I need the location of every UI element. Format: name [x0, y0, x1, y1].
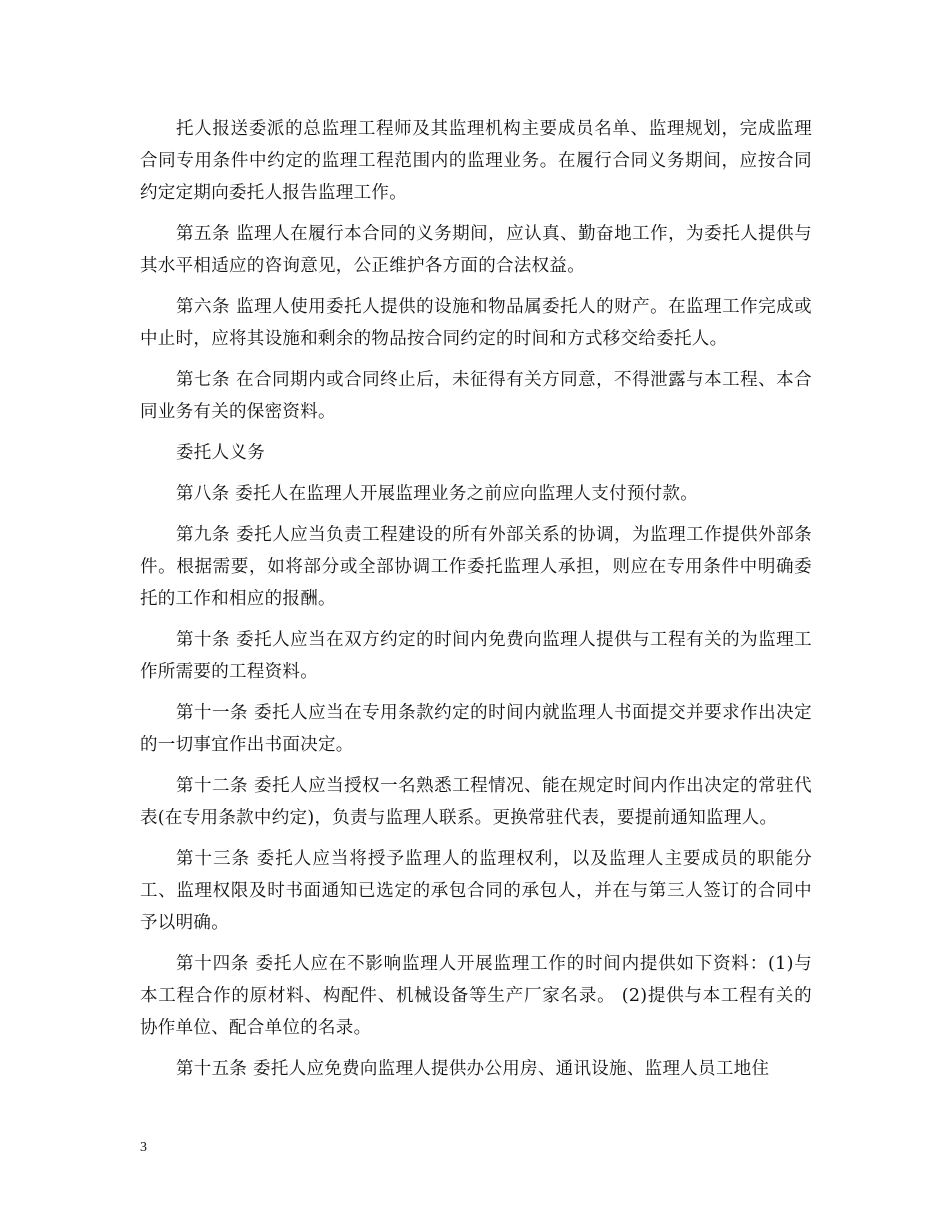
paragraph-article-7: 第七条 在合同期内或合同终止后，未征得有关方同意，不得泄露与本工程、本合同业务有关的保密资料。 [140, 370, 812, 422]
page-number: 3 [140, 1140, 147, 1155]
paragraph-article-8: 第八条 委托人在监理人开展监理业务之前应向监理人支付预付款。 [176, 484, 699, 504]
document-body [140, 113, 812, 1085]
paragraph-article-10: 第十条 委托人应当在双方约定的时间内免费向监理人提供与工程有关的为监理工作所需要的工程资料。 [140, 630, 812, 682]
paragraph-article-13: 第十三条 委托人应当将授予监理人的监理权利，以及监理人主要成员的职能分工、监理权限及时书面通知已选定的承包合同的承包人，并在与第三人签订的合同中予以明确。 [140, 849, 812, 933]
paragraph-article-6: 第六条 监理人使用委托人提供的设施和物品属委托人的财产。在监理工作完成或中止时，应将其设施和剩余的物品按合同约定的时间和方式移交给委托人。 [140, 297, 812, 349]
paragraph-article-9: 第九条 委托人应当负责工程建设的所有外部关系的协调，为监理工作提供外部条件。根据需要，如将部分或全部协调工作委托监理人承担，则应在专用条件中明确委托的工作和相应的报酬。 [140, 525, 812, 609]
paragraph-article-14: 第十四条 委托人应在不影响监理人开展监理工作的时间内提供如下资料：(1)与本工程合作的原材料、构配件、机械设备等生产厂家名录。 (2)提供与本工程有关的协作单位、配合单位的名录。 [140, 954, 812, 1038]
section-heading-client-obligations: 委托人义务 [176, 443, 265, 463]
paragraph-article-12: 第十二条 委托人应当授权一名熟悉工程情况、能在规定时间内作出决定的常驻代表(在专用条款中约定)，负责与监理人联系。更换常驻代表，要提前通知监理人。 [140, 776, 812, 828]
paragraph-article-15: 第十五条 委托人应免费向监理人提供办公用房、通讯设施、监理人员工地住 [176, 1059, 770, 1079]
paragraph-article-5: 第五条 监理人在履行本合同的义务期间，应认真、勤奋地工作，为委托人提供与其水平相适应的咨询意见，公正维护各方面的合法权益。 [140, 224, 812, 276]
paragraph-continuation: 托人报送委派的总监理工程师及其监理机构主要成员名单、监理规划，完成监理合同专用条件中约定的监理工程范围内的监理业务。在履行合同义务期间，应按合同约定定期向委托人报告监理工作。 [140, 119, 812, 203]
paragraph-article-11: 第十一条 委托人应当在专用条款约定的时间内就监理人书面提交并要求作出决定的一切事宜作出书面决定。 [140, 703, 812, 755]
